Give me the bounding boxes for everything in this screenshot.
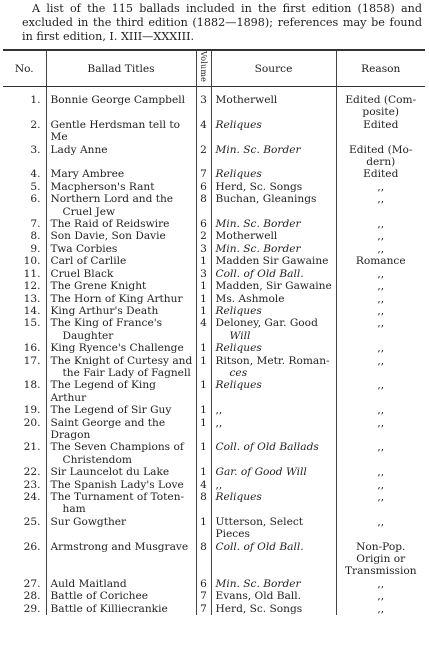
reason-text [336,243,425,255]
ballad-title-line: The Turnament of Toten- [50,491,185,503]
reason-text [336,379,425,404]
ballad-title-line: ham [62,503,86,516]
source-line: Coll. of Old Ball. [215,540,304,553]
volume-number: 2 [196,230,211,242]
volume-number: 1 [196,516,211,541]
source-line: Ms. Ashmole [215,292,285,305]
ballad-title [46,516,196,541]
ballad-title-line: The Knight of Curtesy and [50,354,193,367]
source-text [211,280,336,292]
volume-number: 3 [196,243,211,255]
table-row [3,441,425,466]
source-text [211,541,336,578]
row-number: 21. [23,441,41,454]
reason-line: Romance [355,255,406,268]
table-row [3,603,425,615]
row-number: 22. [23,466,41,479]
reason-line: ,, [377,577,385,590]
table-row [3,168,425,180]
volume-number: 7 [196,603,211,615]
row-number: 1. [30,94,41,106]
ballad-title [46,355,196,380]
reason-line: Edited [363,118,399,131]
ballad-title-line: The Legend of Sir Guy [50,404,172,417]
volume-number: 1 [196,466,211,478]
source-text [211,293,336,305]
ballad-title-line: The Raid of Reidswire [50,218,170,231]
reason-text [336,193,425,218]
source-line: Motherwell [215,94,278,106]
source-text [211,305,336,317]
volume-number: 2 [196,144,211,169]
reason-line: ,, [377,180,385,193]
row-number: 17. [23,354,41,367]
reason-text [336,268,425,280]
intro-paragraph: A list of the 115 ballads included in the first edition (1858) and excluded in the third edition (1882—1898); references may be found in first edition, I. XIII—XXXIII. [22,2,422,43]
row-number: 28. [23,590,41,603]
table-row [3,280,425,292]
table-row [3,293,425,305]
reason-text [336,491,425,516]
row-number: 6. [30,193,41,206]
table-row [3,342,425,354]
reason-text [336,305,425,317]
ballad-title-line: Twa Corbies [50,242,118,255]
table-row [3,379,425,404]
ballad-title-line: Lady Anne [50,143,108,156]
ballad-title [46,541,196,578]
table-row [3,355,425,380]
source-line: Will [229,329,251,342]
reason-line: ,, [377,242,385,255]
reason-line: ,, [377,404,385,417]
row-number: 20. [23,416,41,429]
row-number: 12. [23,280,41,293]
table-row [3,466,425,478]
volume-number: 1 [196,355,211,380]
reason-line: Edited [363,168,399,181]
reason-text [336,119,425,144]
header-source: Source [211,50,336,87]
reason-text [336,255,425,267]
volume-number: 3 [196,87,211,119]
ballad-title-line: Carl of Carlile [50,255,127,268]
source-text [211,491,336,516]
source-line: Gar. of Good Will [215,466,307,479]
ballad-title [46,181,196,193]
row-number: 10. [23,255,41,268]
reason-line: ,, [377,280,385,293]
reason-line: ,, [377,292,385,305]
reason-line: Origin or [356,553,406,566]
source-text [211,441,336,466]
reason-line: Edited (Com- [345,94,417,106]
source-line: Coll. of Old Ballads [215,441,319,454]
volume-number: 8 [196,541,211,578]
source-line: Reliques [215,118,262,131]
source-text [211,255,336,267]
volume-number: 1 [196,305,211,317]
row-number: 13. [23,292,41,305]
table-row [3,305,425,317]
source-text [211,168,336,180]
ballad-title [46,293,196,305]
ballad-title [46,255,196,267]
table-row [3,268,425,280]
source-text [211,603,336,615]
table-row [3,479,425,491]
row-number: 19. [23,404,41,417]
row-number: 14. [23,304,41,317]
table-row [3,87,425,119]
source-text [211,268,336,280]
row-number: 9. [30,242,41,255]
table-row [3,230,425,242]
volume-number: 1 [196,379,211,404]
ballad-title [46,268,196,280]
ballad-title-line: Macpherson's Rant [50,180,155,193]
ballad-title-line: Battle of Corichee [50,590,149,603]
header-ballad-titles: Ballad Titles [46,50,196,87]
source-line: Min. Sc. Border [215,577,301,590]
source-text [211,578,336,590]
reason-line: Non-Pop. [356,540,406,553]
table-row [3,491,425,516]
ballad-title [46,317,196,342]
ballad-title [46,87,196,119]
ballad-title-line: Son Davie, Son Davie [50,230,166,243]
reason-line: ,, [377,478,385,491]
ballad-title-line: the Fair Lady of Fagnell [62,366,191,379]
ballad-title-line: Cruel Jew [62,205,116,218]
source-line: Coll. of Old Ball. [215,267,304,280]
reason-line: ,, [377,304,385,317]
header-volume-label: Volume [199,51,208,83]
source-line: Herd, Sc. Songs [215,602,303,615]
reason-text [336,590,425,602]
reason-text [336,516,425,541]
ballad-title [46,603,196,615]
ballad-title [46,218,196,230]
source-text [211,193,336,218]
row-number: 5. [30,180,41,193]
reason-line: ,, [377,515,385,528]
reason-text [336,466,425,478]
source-text [211,317,336,342]
header-no: No. [3,50,46,87]
reason-line: ,, [377,590,385,603]
source-text [211,230,336,242]
ballad-title-line: Sir Launcelot du Lake [50,466,170,479]
reason-text [336,479,425,491]
ballad-title [46,379,196,404]
row-number: 23. [23,478,41,491]
row-number: 8. [30,230,41,243]
source-line: ,, [215,404,223,417]
ballad-title [46,193,196,218]
ballad-title [46,479,196,491]
row-number: 16. [23,342,41,355]
source-line: ces [229,366,248,379]
source-text [211,342,336,354]
source-text [211,417,336,442]
reason-line: Edited (Mo- [348,143,413,156]
source-line: Utterson, Select Pieces [215,515,304,541]
ballad-title [46,404,196,416]
ballad-title-line: Christendom [62,453,132,466]
ballad-title [46,578,196,590]
reason-text [336,417,425,442]
volume-number: 7 [196,590,211,602]
source-line: Deloney, Gar. Good [215,317,318,330]
ballad-title-line: Daughter [62,329,114,342]
source-line: Reliques [215,342,262,355]
ballad-title [46,466,196,478]
volume-number: 1 [196,404,211,416]
ballad-title-line: King Arthur's Death [50,304,159,317]
reason-line: ,, [377,342,385,355]
ballad-title [46,144,196,169]
ballad-title-line: Battle of Killiecrankie [50,602,168,615]
reason-text [336,342,425,354]
source-line: ,, [215,416,223,429]
source-line: Evans, Old Ball. [215,590,301,603]
source-text [211,243,336,255]
source-text [211,119,336,144]
ballad-title-line: The Spanish Lady's Love [50,478,184,491]
volume-number: 6 [196,181,211,193]
source-line: Buchan, Gleanings [215,193,317,206]
row-number: 3. [30,143,41,156]
ballad-title-line: Armstrong and Musgrave [50,540,189,553]
reason-line: Transmission [344,565,417,578]
reason-line: ,, [377,354,385,367]
reason-line: ,, [377,218,385,231]
volume-number: 8 [196,491,211,516]
source-text [211,404,336,416]
source-text [211,479,336,491]
ballad-title [46,417,196,442]
ballad-title-line: The King of France's [50,317,163,330]
volume-number: 1 [196,293,211,305]
ballad-title [46,119,196,144]
volume-number: 4 [196,119,211,144]
ballad-title [46,342,196,354]
table-row [3,541,425,578]
ballad-title-line: Bonnie George Campbell [50,94,186,106]
source-line: Herd, Sc. Songs [215,180,303,193]
reason-text [336,541,425,578]
ballad-title-line: King Ryence's Challenge [50,342,184,355]
reason-text [336,293,425,305]
ballad-title-line: Saint George and the Dragon [50,416,166,441]
volume-number: 6 [196,218,211,230]
reason-text [336,230,425,242]
row-number: 27. [23,577,41,590]
source-text [211,218,336,230]
source-line: Reliques [215,491,262,503]
header-volume [196,50,211,87]
ballads-table [3,49,425,615]
ballad-title-line: Gentle Herdsman tell to Me [50,118,180,144]
reason-line: ,, [377,267,385,280]
source-text [211,181,336,193]
ballad-title-line: The Grene Knight [50,280,147,293]
table-row [3,317,425,342]
reason-line: ,, [377,441,385,454]
reason-line: posite) [362,106,400,119]
source-text [211,355,336,380]
source-text [211,87,336,119]
table-body [3,87,425,616]
reason-line: ,, [377,491,385,503]
table-row [3,578,425,590]
source-line: Ritson, Metr. Roman- [215,354,330,367]
reason-text [336,355,425,380]
ballad-title [46,280,196,292]
source-line: Madden Sir Gawaine [215,255,329,268]
row-number: 26. [23,540,41,553]
source-text [211,379,336,404]
reason-line: ,, [377,379,385,392]
table-row [3,193,425,218]
table-row [3,243,425,255]
source-text [211,466,336,478]
volume-number: 1 [196,255,211,267]
table-row [3,218,425,230]
source-line: Madden, Sir Gawaine [215,280,332,293]
ballad-title [46,590,196,602]
source-line: Min. Sc. Border [215,143,301,156]
reason-line: ,, [377,230,385,243]
volume-number: 1 [196,417,211,442]
ballad-title [46,243,196,255]
source-text [211,590,336,602]
source-line: Min. Sc. Border [215,242,301,255]
reason-text [336,181,425,193]
reason-text [336,218,425,230]
table-row [3,181,425,193]
row-number: 7. [30,218,41,231]
table-row [3,255,425,267]
reason-text [336,404,425,416]
row-number: 24. [23,491,41,503]
reason-text [336,168,425,180]
ballad-title [46,441,196,466]
ballad-title-line: Mary Ambree [50,168,125,181]
reason-text [336,578,425,590]
reason-line: ,, [377,317,385,330]
ballad-title-line: Northern Lord and the [50,193,174,206]
ballad-title [46,305,196,317]
reason-text [336,87,425,119]
source-line: ,, [215,478,223,491]
table-row [3,144,425,169]
ballad-title-line: The Legend of King Arthur [50,379,156,404]
row-number: 25. [23,515,41,528]
ballad-title-line: Cruel Black [50,267,114,280]
table-row [3,516,425,541]
header-reason: Reason [336,50,425,87]
ballad-title-line: Sur Gowgther [50,515,127,528]
reason-line: dern) [366,156,396,169]
ballad-title [46,168,196,180]
ballad-title [46,230,196,242]
table-row [3,417,425,442]
reason-line: ,, [377,466,385,479]
source-line: Reliques [215,168,262,181]
table-row [3,590,425,602]
row-number: 4. [30,168,41,181]
reason-line: ,, [377,602,385,615]
reason-line: ,, [377,416,385,429]
volume-number: 1 [196,342,211,354]
row-number: 11. [23,267,41,280]
volume-number: 4 [196,479,211,491]
reason-text [336,280,425,292]
reason-text [336,317,425,342]
reason-text [336,144,425,169]
table-header-row [3,50,425,87]
volume-number: 7 [196,168,211,180]
row-number: 2. [30,118,41,131]
ballad-title [46,491,196,516]
source-text [211,516,336,541]
source-line: Motherwell [215,230,278,243]
volume-number: 8 [196,193,211,218]
source-line: Reliques [215,379,262,392]
volume-number: 4 [196,317,211,342]
volume-number: 3 [196,268,211,280]
reason-line: ,, [377,193,385,206]
row-number: 18. [23,379,41,392]
volume-number: 1 [196,441,211,466]
table-row [3,404,425,416]
source-line: Min. Sc. Border [215,218,301,231]
source-line: Reliques [215,304,262,317]
ballad-title-line: Auld Maitland [50,577,127,590]
reason-text [336,441,425,466]
reason-text [336,603,425,615]
ballad-title-line: The Seven Champions of [50,441,184,454]
row-number: 15. [23,317,41,330]
source-text [211,144,336,169]
volume-number: 6 [196,578,211,590]
table-row [3,119,425,144]
row-number: 29. [23,602,41,615]
volume-number: 1 [196,280,211,292]
ballad-title-line: The Horn of King Arthur [50,292,183,305]
